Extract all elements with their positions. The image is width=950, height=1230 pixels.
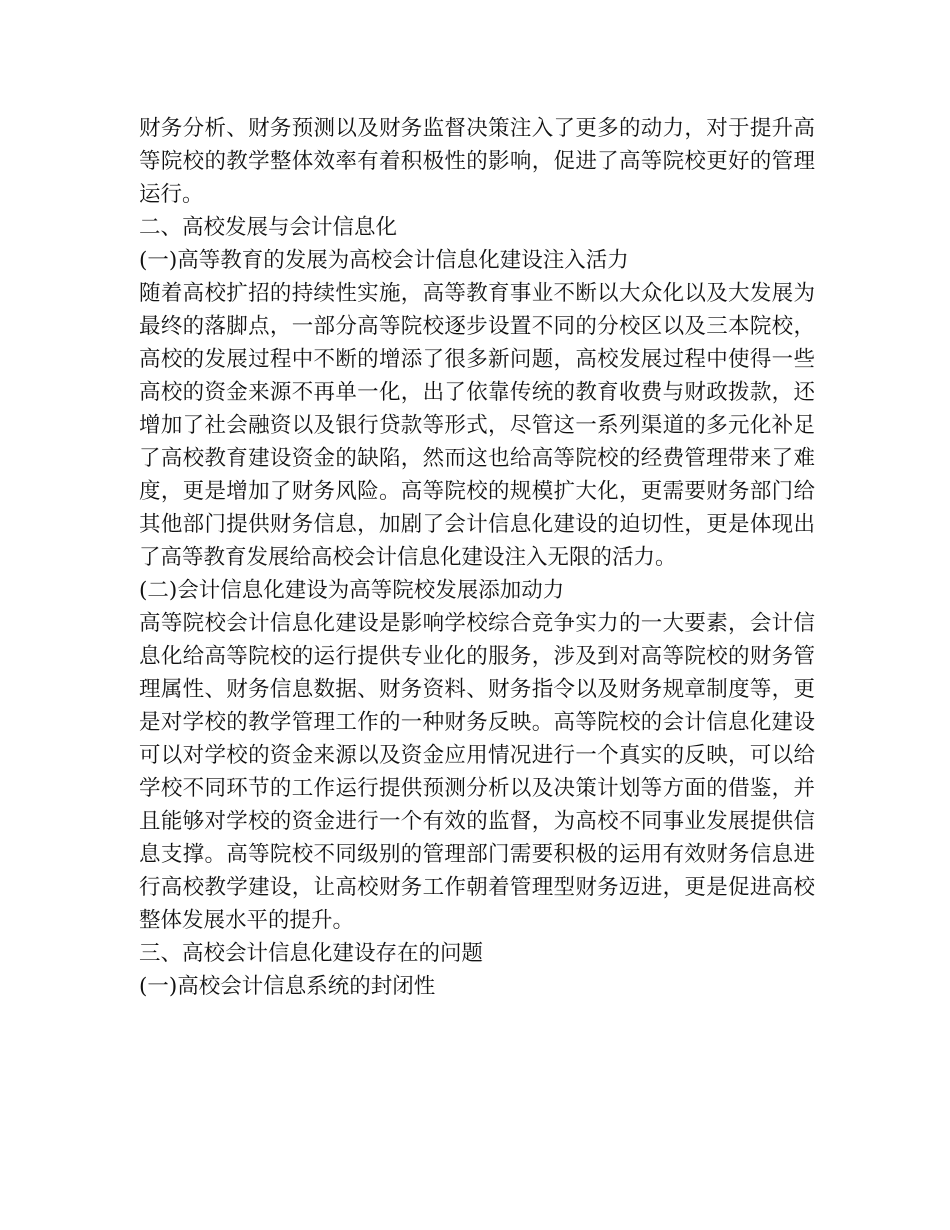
text-line: 财务分析、财务预测以及财务监督决策注入了更多的动力，对于提升高 <box>139 116 815 141</box>
text-line: 最终的落脚点，一部分高等院校逐步设置不同的分校区以及三本院校， <box>139 314 815 339</box>
text-line: 随着高校扩招的持续性实施，高等教育事业不断以大众化以及大发展为 <box>139 281 815 306</box>
text-line: 且能够对学校的资金进行一个有效的监督，为高校不同事业发展提供信 <box>139 809 815 834</box>
subsection-heading: (一)高等教育的发展为高校会计信息化建设注入活力 <box>139 248 629 273</box>
text-line: 高等院校会计信息化建设是影响学校综合竞争实力的一大要素，会计信 <box>139 611 815 636</box>
text-line: 其他部门提供财务信息，加剧了会计信息化建设的迫切性，更是体现出 <box>139 512 815 537</box>
text-line: 增加了社会融资以及银行贷款等形式，尽管这一系列渠道的多元化补足 <box>139 413 815 438</box>
text-line: 等院校的教学整体效率有着积极性的影响，促进了高等院校更好的管理 <box>139 149 815 174</box>
text-line: 行高校教学建设，让高校财务工作朝着管理型财务迈进，更是促进高校 <box>139 875 815 900</box>
text-line: 整体发展水平的提升。 <box>139 908 355 933</box>
text-line: 度，更是增加了财务风险。高等院校的规模扩大化，更需要财务部门给 <box>139 479 815 504</box>
text-line: 是对学校的教学管理工作的一种财务反映。高等院校的会计信息化建设 <box>139 710 815 735</box>
document-page <box>139 112 815 1003</box>
text-line: 息支撑。高等院校不同级别的管理部门需要积极的运用有效财务信息进 <box>139 842 815 867</box>
text-line: 理属性、财务信息数据、财务资料、财务指令以及财务规章制度等，更 <box>139 677 815 702</box>
text-line: 可以对学校的资金来源以及资金应用情况进行一个真实的反映，可以给 <box>139 743 815 768</box>
text-line: 学校不同环节的工作运行提供预测分析以及决策计划等方面的借鉴，并 <box>139 776 815 801</box>
text-line: 了高等教育发展给高校会计信息化建设注入无限的活力。 <box>139 545 677 570</box>
subsection-heading: (一)高校会计信息系统的封闭性 <box>139 974 436 999</box>
section-heading: 三、高校会计信息化建设存在的问题 <box>139 941 484 966</box>
section-heading: 二、高校发展与会计信息化 <box>139 215 398 240</box>
text-line: 了高校教育建设资金的缺陷，然而这也给高等院校的经费管理带来了难 <box>139 446 815 471</box>
text-line: 高校的资金来源不再单一化，出了依靠传统的教育收费与财政拨款，还 <box>139 380 815 405</box>
text-line: 运行。 <box>139 182 204 207</box>
text-line: 高校的发展过程中不断的增添了很多新问题，高校发展过程中使得一些 <box>139 347 815 372</box>
subsection-heading: (二)会计信息化建设为高等院校发展添加动力 <box>139 578 565 603</box>
text-line: 息化给高等院校的运行提供专业化的服务，涉及到对高等院校的财务管 <box>139 644 815 669</box>
